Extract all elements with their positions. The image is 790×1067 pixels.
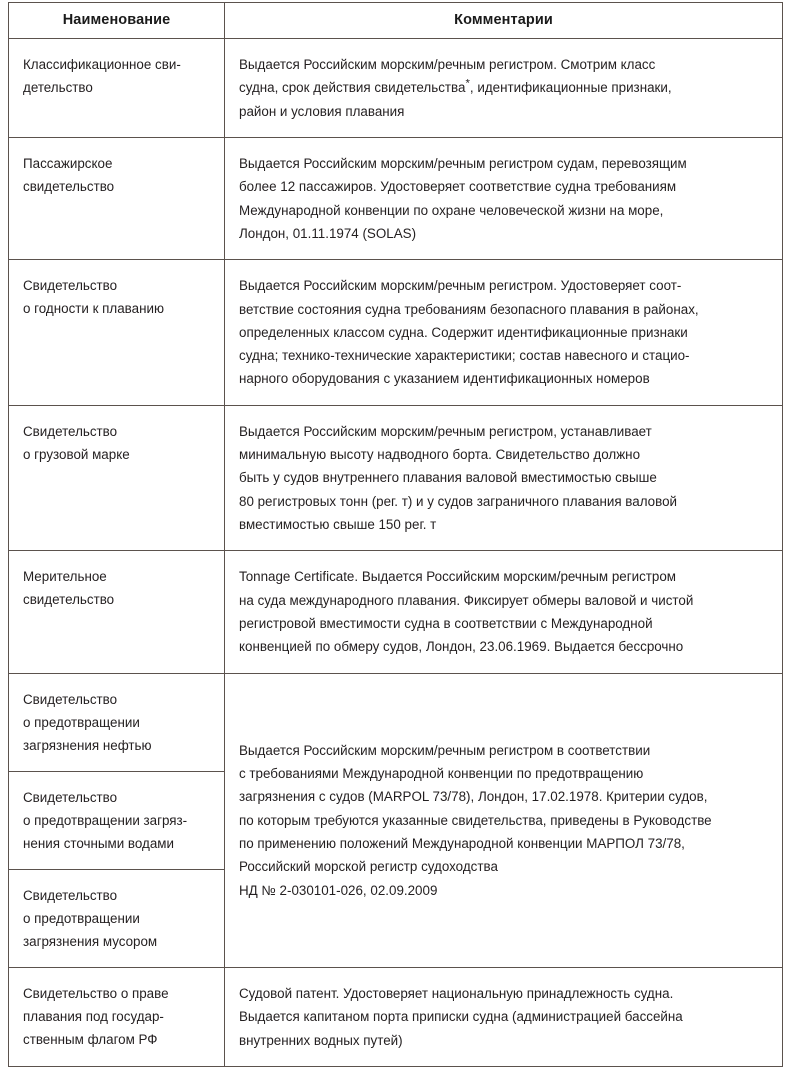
cell-comment (225, 551, 783, 673)
table-body (9, 39, 783, 1067)
text-line: на суда международного плавания. Фиксирует обмеры валовой и чистой (239, 592, 694, 608)
cell-comment (225, 137, 783, 259)
cell-name (9, 771, 225, 869)
text-line: Лондон, 01.11.1974 (SOLAS) (239, 225, 417, 241)
table-header (9, 3, 783, 39)
table-row (9, 967, 783, 1066)
text-line: загрязнения нефтью (23, 737, 152, 753)
cell-name (9, 260, 225, 406)
text-line: Свидетельство (23, 691, 118, 707)
text-line: НД № 2-030101-026, 02.09.2009 (239, 882, 438, 898)
text-line: детельство (23, 80, 93, 96)
table-row-merged-first (9, 673, 783, 771)
text-line: о предотвращении (23, 714, 140, 730)
table-row (9, 39, 783, 138)
text-line: внутренних водных путей) (239, 1032, 403, 1048)
table-header-row (9, 3, 783, 39)
cell-name (9, 137, 225, 259)
text-line: более 12 пассажиров. Удостоверяет соответствие судна требованиям (239, 179, 677, 195)
table-row (9, 551, 783, 673)
cell-comment-merged (225, 673, 783, 967)
text-line: свидетельство (23, 178, 115, 194)
text-line: о годности к плаванию (23, 301, 165, 317)
cell-comment (225, 39, 783, 138)
text-line: вместимостью свыше 150 рег. т (239, 517, 437, 532)
text-line-with-footnote: судна, срок действия свидетельства*, идентификационные признаки, (239, 77, 672, 96)
text-line: о предотвращении загряз- (23, 812, 188, 828)
text-line: Пассажирское (23, 155, 113, 171)
table-row (9, 260, 783, 406)
text-line: Выдается Российским морским/речным регистром, устанавливает (239, 423, 652, 439)
column-header-name: Наименование (9, 3, 225, 39)
cell-comment (225, 967, 783, 1066)
text-line: регистровой вместимости судна в соответствии с Международной (239, 615, 653, 631)
text-line: Tonnage Certificate. Выдается Российским морским/речным регистром (239, 569, 677, 585)
text-line: судна; технико-технические характеристики; состав навесного и стацио- (239, 348, 690, 364)
text-line: ветствие состояния судна требованиям безопасного плавания в районах, (239, 301, 699, 317)
text-line: по которым требуются указанные свидетельства, приведены в Руководстве (239, 812, 712, 828)
cell-name (9, 39, 225, 138)
text-line: Мерительное (23, 569, 107, 585)
text-line: загрязнения мусором (23, 933, 158, 949)
text-line: Выдается Российским морским/речным регистром. Смотрим класс (239, 57, 656, 72)
text-line: Свидетельство (23, 278, 118, 294)
table-row (9, 137, 783, 259)
text-line: загрязнения с судов (MARPOL 73/78), Лондон, 17.02.1978. Критерии судов, (239, 789, 708, 805)
text-line: по применению положений Международной конвенции МАРПОЛ 73/78, (239, 835, 685, 851)
text-line: Свидетельство (23, 887, 118, 903)
text-line: Выдается капитаном порта приписки судна (администрацией бассейна (239, 1009, 683, 1025)
text-line: нения сточными водами (23, 835, 174, 851)
cell-comment (225, 405, 783, 551)
cell-comment (225, 260, 783, 406)
text-line: Выдается Российским морским/речным регистром судам, перевозящим (239, 155, 687, 171)
text-line: быть у судов внутреннего плавания валовой вместимостью свыше (239, 470, 657, 486)
text-line: минимальную высоту надводного борта. Свидетельство должно (239, 447, 641, 463)
cell-name (9, 551, 225, 673)
text-line: Свидетельство (23, 423, 118, 439)
text-line: Выдается Российским морским/речным регистром. Удостоверяет соот- (239, 278, 682, 294)
text-line: о предотвращении (23, 910, 140, 926)
text-line: плавания под государ- (23, 1009, 164, 1025)
text-line: Классификационное сви- (23, 57, 181, 72)
ship-documents-table (8, 2, 783, 1067)
cell-name (9, 673, 225, 771)
cell-name (9, 967, 225, 1066)
footnote-asterisk: * (465, 77, 470, 90)
text-line: Международной конвенции по охране человеческой жизни на море, (239, 202, 664, 218)
column-header-comment: Комментарии (225, 3, 783, 39)
text-line: район и условия плавания (239, 103, 405, 119)
text-line: конвенцией по обмеру судов, Лондон, 23.06.1969. Выдается бессрочно (239, 639, 684, 655)
text-line: с требованиями Международной конвенции по предотвращению (239, 765, 644, 781)
text-line: определенных классом судна. Содержит идентификационные признаки (239, 324, 688, 340)
text-line: о грузовой марке (23, 446, 130, 462)
cell-name (9, 405, 225, 551)
text-line: ственным флагом РФ (23, 1032, 158, 1048)
table-row (9, 405, 783, 551)
text-line: свидетельство (23, 592, 115, 608)
text-line: Свидетельство о праве (23, 985, 169, 1001)
text-line: Российский морской регистр судоходства (239, 859, 498, 875)
text-line: Судовой патент. Удостоверяет национальную принадлежность судна. (239, 985, 674, 1001)
text-line: 80 регистровых тонн (рег. т) и у судов заграничного плавания валовой (239, 493, 677, 509)
text-line: нарного оборудования с указанием идентификационных номеров (239, 371, 650, 387)
text-line: Свидетельство (23, 789, 118, 805)
cell-name (9, 869, 225, 967)
text-line: Выдается Российским морским/речным регистром в соответствии (239, 742, 651, 758)
